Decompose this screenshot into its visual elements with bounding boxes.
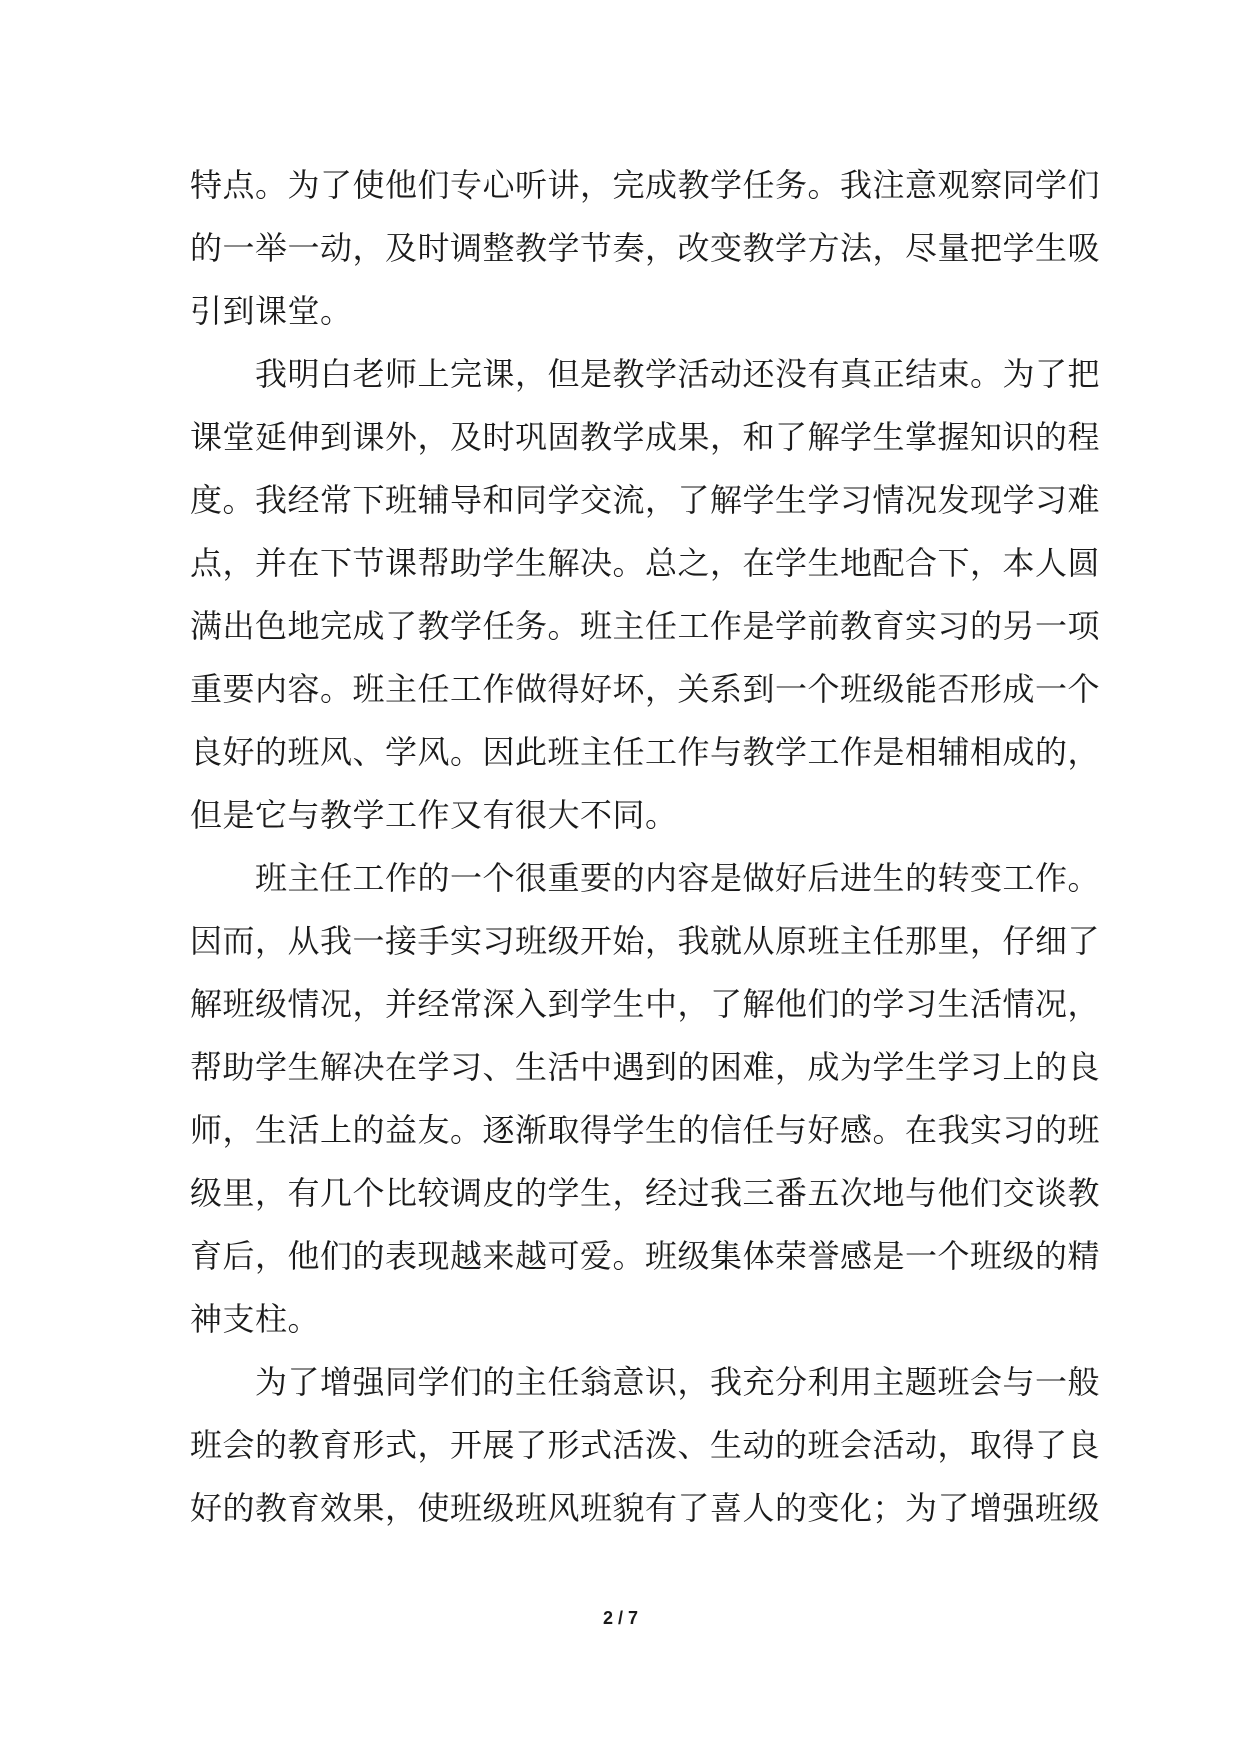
text-line: 帮助学生解决在学习、生活中遇到的困难，成为学生学习上的良: [190, 1048, 1101, 1086]
text-line: 的一举一动，及时调整教学节奏，改变教学方法，尽量把学生吸: [190, 229, 1101, 267]
text-line: 因而，从我一接手实习班级开始，我就从原班主任那里，仔细了: [190, 922, 1101, 960]
text-line: 育后，他们的表现越来越可爱。班级集体荣誉感是一个班级的精: [190, 1237, 1101, 1275]
text-line: 解班级情况，并经常深入到学生中，了解他们的学习生活情况，: [190, 985, 1101, 1023]
text-line: 点，并在下节课帮助学生解决。总之，在学生地配合下，本人圆: [190, 544, 1101, 582]
body-text: [190, 154, 1101, 1540]
text-line: 神支柱。: [190, 1300, 321, 1338]
text-line: 班会的教育形式，开展了形式活泼、生动的班会活动，取得了良: [190, 1426, 1101, 1464]
text-line: 特点。为了使他们专心听讲，完成教学任务。我注意观察同学们: [190, 166, 1101, 204]
text-line: 班主任工作的一个很重要的内容是做好后进生的转变工作。: [190, 859, 1101, 897]
text-line: 良好的班风、学风。因此班主任工作与教学工作是相辅相成的，: [190, 733, 1101, 771]
text-line: 师，生活上的益友。逐渐取得学生的信任与好感。在我实习的班: [190, 1111, 1101, 1149]
text-line: 引到课堂。: [190, 292, 353, 330]
text-line: 度。我经常下班辅导和同学交流，了解学生学习情况发现学习难: [190, 481, 1101, 519]
page-number: 2 / 7: [602, 1608, 639, 1628]
text-line: 为了增强同学们的主任翁意识，我充分利用主题班会与一般: [190, 1363, 1101, 1401]
text-line: 好的教育效果，使班级班风班貌有了喜人的变化；为了增强班级: [190, 1489, 1101, 1527]
text-line: 重要内容。班主任工作做得好坏，关系到一个班级能否形成一个: [190, 670, 1101, 708]
text-line: 我明白老师上完课，但是教学活动还没有真正结束。为了把: [190, 355, 1101, 393]
text-line: 课堂延伸到课外，及时巩固教学成果，和了解学生掌握知识的程: [190, 418, 1101, 456]
text-line: 级里，有几个比较调皮的学生，经过我三番五次地与他们交谈教: [190, 1174, 1101, 1212]
text-line: 满出色地完成了教学任务。班主任工作是学前教育实习的另一项: [190, 607, 1101, 645]
text-line: 但是它与教学工作又有很大不同。: [190, 796, 678, 834]
